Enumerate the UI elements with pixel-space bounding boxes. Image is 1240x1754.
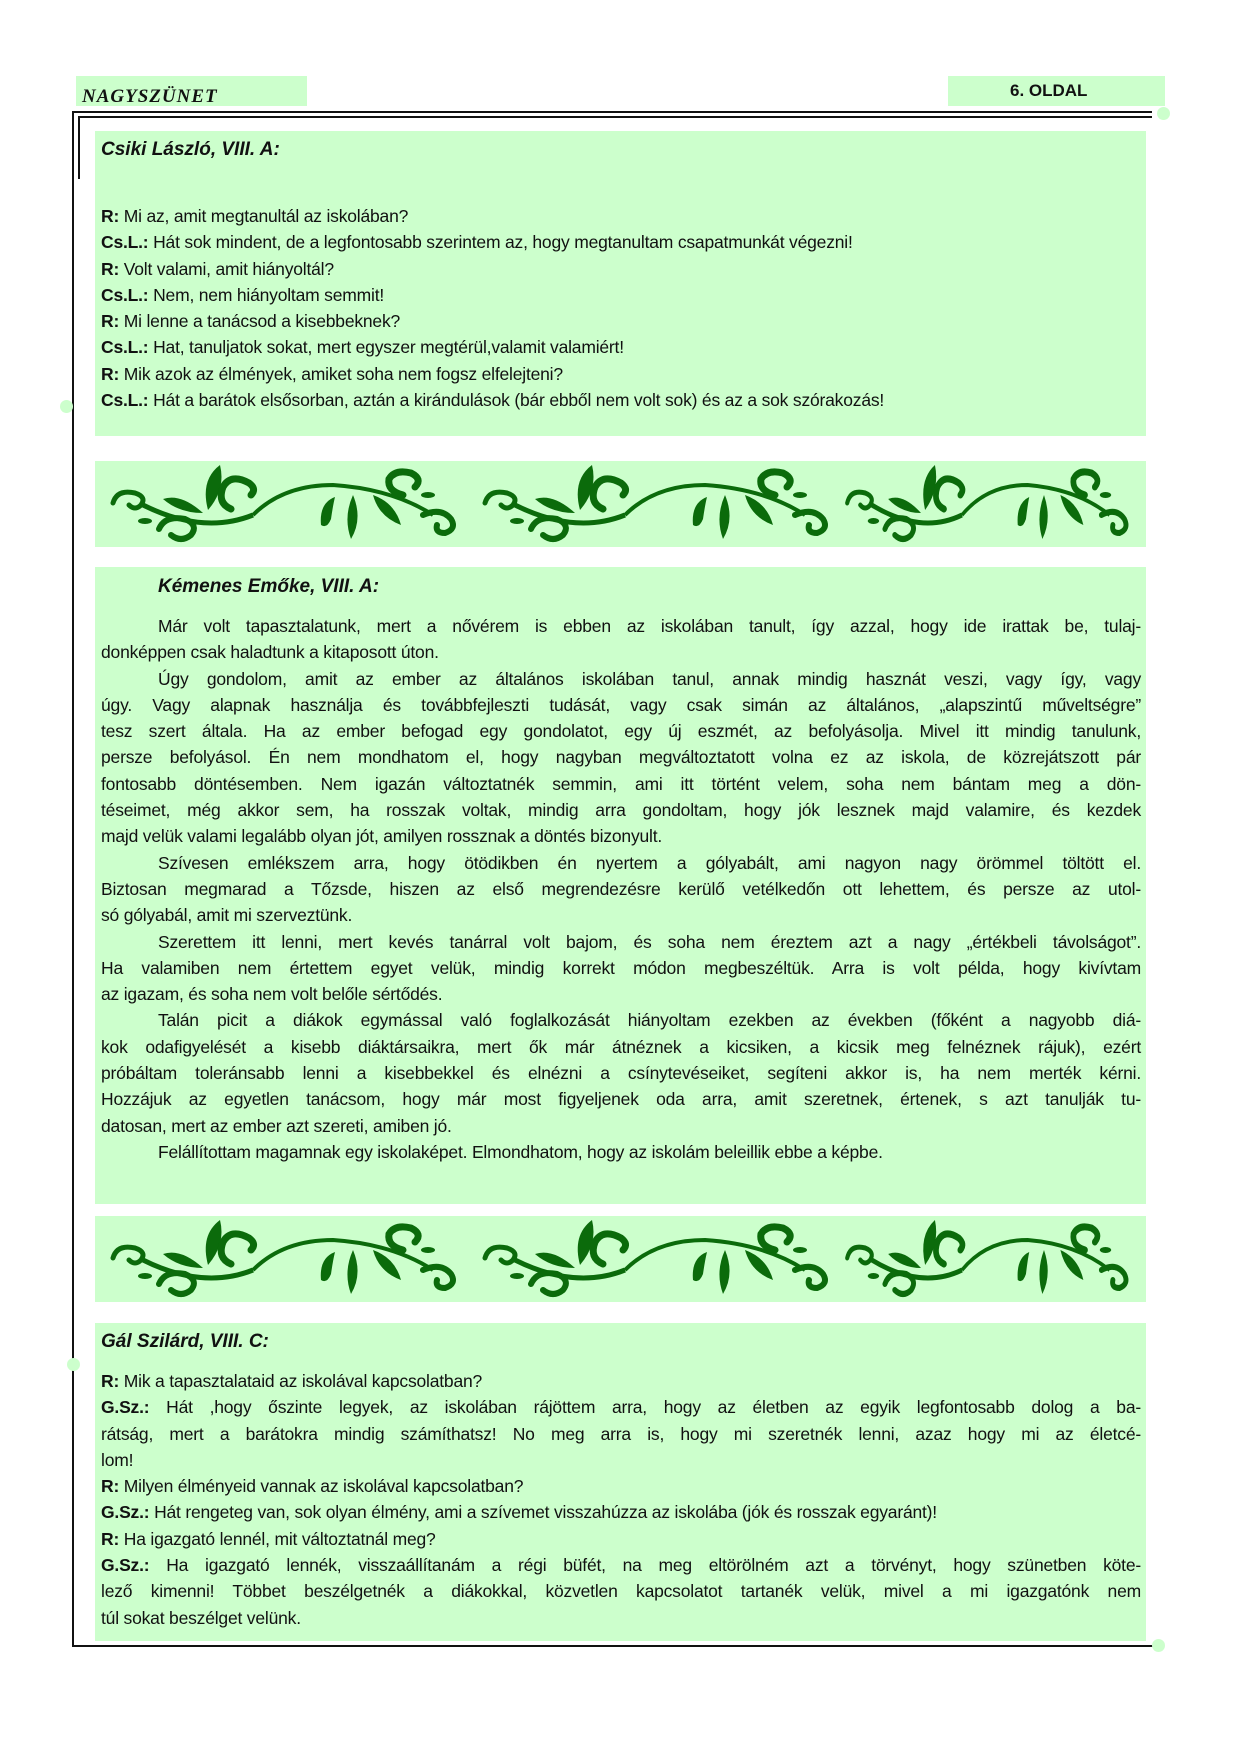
speaker-label: G.Sz.: (101, 1555, 150, 1576)
speaker-label: R: (101, 1476, 120, 1497)
frame-top-line-inner (78, 116, 1152, 118)
ornament-divider (95, 1216, 1146, 1302)
dialog-text: Nem, nem hiányoltam semmit! (153, 284, 385, 305)
speaker-label: R: (101, 206, 120, 226)
dialog-text: Hát rengeteg van, sok olyan élmény, ami a szívemet visszahúzza az iskolába (jók és rosszak egyaránt)! (154, 1502, 937, 1523)
speaker-label: R: (101, 1371, 120, 1391)
swirl-motif-icon (485, 465, 825, 539)
speaker-label: R: (101, 311, 120, 332)
essay-line: majd velük valami legalább olyan jót, amilyen rossznak a döntés bizonyult. (101, 826, 663, 847)
speaker-label: Cs.L.: (101, 232, 149, 253)
swirl-motif-icon (485, 1220, 825, 1294)
page-number-box (948, 76, 1165, 106)
essay-line: datosan, mert az ember azt szereti, amiben jó. (101, 1115, 452, 1136)
interview-dialog (101, 1368, 1141, 1631)
dialog-text: Mi lenne a tanácsod a kisebbeknek? (123, 311, 401, 332)
speaker-label: Cs.L.: (101, 284, 149, 305)
interview-title: Csiki László, VIII. A: (101, 139, 280, 160)
essay-line: Hozzájuk az egyetlen tanácsom, hogy már most figyeljenek oda arra, amit szeretnek, értenek, s azt tanulják tu- (101, 1089, 1141, 1110)
publication-title: NAGYSZÜNET (82, 86, 218, 107)
interview-dialog (101, 203, 1141, 413)
essay-line: Ha valamiben nem értettem egyet velük, mindig korrekt módon megbeszéltük. Arra is volt példa, hogy kivívtam (101, 957, 1141, 978)
essay-line: Szerettem itt lenni, mert kevés tanárral volt bajom, és soha nem éreztem azt a nagy „értékbeli távolságot”. (158, 931, 1141, 952)
dialog-line (101, 1368, 1141, 1394)
dialog-line (101, 1499, 1141, 1525)
frame-dot (67, 1358, 80, 1371)
essay-line: Már volt tapasztalatunk, mert a nővérem is ebben az iskolában tanult, így azzal, hogy ide irattak be, tulaj- (158, 616, 1141, 636)
frame-left-line-inner (78, 116, 80, 179)
interview-csiki (95, 131, 1146, 436)
dialog-text: túl sokat beszélget velünk. (101, 1607, 301, 1628)
speaker-label: G.Sz.: (101, 1397, 150, 1418)
dialog-line (101, 1552, 1141, 1578)
essay-line: úgy. Vagy alapnak használja és továbbfejleszti tudását, vagy csak simán az általános, „alapszintű műveltségre” (101, 694, 1141, 715)
dialog-text: Mik azok az élmények, amiket soha nem fogsz elfelejteni? (123, 363, 563, 384)
speaker-label: Cs.L.: (101, 390, 149, 411)
essay-line: kok odafigyelését a kisebb diáktársaikra, mert ők már átnéznek a kicsiken, a kicsik meg felnéznek rájuk), ezért (101, 1036, 1141, 1057)
dialog-text: Hat, tanuljatok sokat, mert egyszer megtérül,valamit valamiért! (153, 337, 624, 358)
essay-line: fontosabb döntésemben. Nem igazán változtatnék semmin, ami itt történt velem, soha nem bántam meg a dön- (101, 773, 1141, 794)
dialog-line (101, 282, 1141, 308)
essay-kemenes (95, 567, 1146, 1204)
dialog-text: Mi az, amit megtanultál az iskolában? (123, 206, 409, 226)
essay-line: donképpen csak haladtunk a kitaposott úton. (101, 642, 439, 663)
swirl-ornament-icon (95, 461, 1146, 547)
speaker-label: R: (101, 258, 120, 279)
dialog-line (101, 203, 1141, 229)
interview-title: Gál Szilárd, VIII. C: (101, 1331, 269, 1352)
dialog-line (101, 1473, 1141, 1499)
dialog-text: lom! (101, 1449, 134, 1470)
essay-line: tesz szert általa. Ha az ember befogad egy gondolatot, egy új eszmét, az befolyásolja. Mivel itt mindig tanulunk, (101, 721, 1141, 742)
interview-gal (95, 1323, 1146, 1641)
dialog-line (101, 1421, 1141, 1447)
dialog-line (101, 1526, 1141, 1552)
dialog-text: Hát sok mindent, de a legfontosabb szerintem az, hogy megtanultam csapatmunkát végezni! (153, 232, 853, 253)
essay-line: Szívesen emlékszem arra, hogy ötödikben én nyertem a gólyabált, ami nagyon nagy örömmel töltött el. (158, 852, 1141, 873)
essay-line: próbáltam toleránsabb lenni a kisebbekkel és elnézni a csínytevéseiket, segíteni akkor is, ha nem merték kérni. (101, 1063, 1141, 1084)
frame-bottom-line (72, 1645, 1154, 1647)
speaker-label: G.Sz.: (101, 1502, 150, 1523)
page-number: 6. OLDAL (1010, 81, 1088, 100)
frame-top-line (72, 111, 1152, 113)
frame-dot (1157, 107, 1170, 120)
essay-line: Biztosan megmarad a Tőzsde, hiszen az első megrendezésre kerülő vetélkedőn ott lehettem, és persze az utol- (101, 878, 1141, 899)
masthead-box (76, 76, 307, 106)
dialog-line (101, 308, 1141, 334)
essay-title: Kémenes Emőke, VIII. A: (158, 576, 380, 597)
dialog-text: Milyen élményeid vannak az iskolával kapcsolatban? (123, 1476, 524, 1497)
dialog-line (101, 334, 1141, 360)
dialog-text: rátság, mert a barátokra mindig számíthatsz! No meg arra is, hogy mi szeretnék lenni, azaz hogy mi az életcé- (101, 1423, 1141, 1444)
dialog-line (101, 1605, 1141, 1631)
dialog-line (101, 1394, 1141, 1420)
dialog-text: Ha igazgató lennék, visszaállítanám a régi büfét, na meg eltörölném azt a törvényt, hogy szünetben köte- (166, 1555, 1141, 1576)
swirl-motif-icon (847, 465, 1126, 539)
dialog-line (101, 361, 1141, 387)
swirl-motif-icon (113, 1220, 453, 1294)
dialog-line (101, 229, 1141, 255)
frame-dot (1152, 1639, 1165, 1652)
dialog-text: Mik a tapasztalataid az iskolával kapcsolatban? (123, 1371, 483, 1391)
dialog-line (101, 256, 1141, 282)
dialog-text: lező kimenni! Többet beszélgetnék a diákokkal, közvetlen kapcsolatot tartanék velük, mivel a mi igazgatónk nem (101, 1581, 1141, 1602)
frame-left-line (72, 111, 74, 1647)
speaker-label: R: (101, 1528, 120, 1549)
swirl-motif-icon (113, 465, 453, 539)
swirl-motif-icon (847, 1220, 1126, 1294)
ornament-divider (95, 461, 1146, 547)
swirl-ornament-icon (95, 1216, 1146, 1302)
dialog-text: Volt valami, amit hiányoltál? (123, 258, 334, 279)
essay-line: persze befolyásol. Én nem mondhatom el, hogy nagyban megváltoztatott volna ez az iskola, de közrejátszott pár (101, 747, 1141, 768)
dialog-text: Ha igazgató lennél, mit változtatnál meg? (123, 1528, 436, 1549)
dialog-line (101, 387, 1141, 413)
essay-line: Úgy gondolom, amit az ember az általános iskolában tanul, annak mindig hasznát veszi, vagy így, vagy (158, 668, 1141, 689)
essay-line: téseimet, még akkor sem, ha rosszak voltak, mindig arra gondoltam, hogy jók lesznek majd valamire, és kezdek (101, 800, 1141, 821)
essay-body (101, 613, 1141, 1165)
essay-line: Felállítottam magamnak egy iskolaképet. Elmondhatom, hogy az iskolám beleillik ebbe a képbe. (158, 1141, 883, 1162)
frame-dot (60, 400, 73, 413)
essay-line: az igazam, és soha nem volt belőle sértődés. (101, 984, 443, 1005)
dialog-line (101, 1447, 1141, 1473)
essay-line: só gólyabál, amit mi szerveztünk. (101, 905, 353, 926)
essay-line: Talán picit a diákok egymással való foglalkozását hiányoltam ezekben az években (főként a nagyobb diá- (158, 1010, 1141, 1031)
speaker-label: R: (101, 363, 120, 384)
speaker-label: Cs.L.: (101, 337, 149, 358)
dialog-text: Hát a barátok elsősorban, aztán a kirándulások (bár ebből nem volt sok) és az a sok szórakozás! (153, 390, 885, 411)
dialog-text: Hát ,hogy őszinte legyek, az iskolában rájöttem arra, hogy az életben az egyik legfontosabb dolog a ba- (166, 1397, 1141, 1418)
dialog-line (101, 1578, 1141, 1604)
